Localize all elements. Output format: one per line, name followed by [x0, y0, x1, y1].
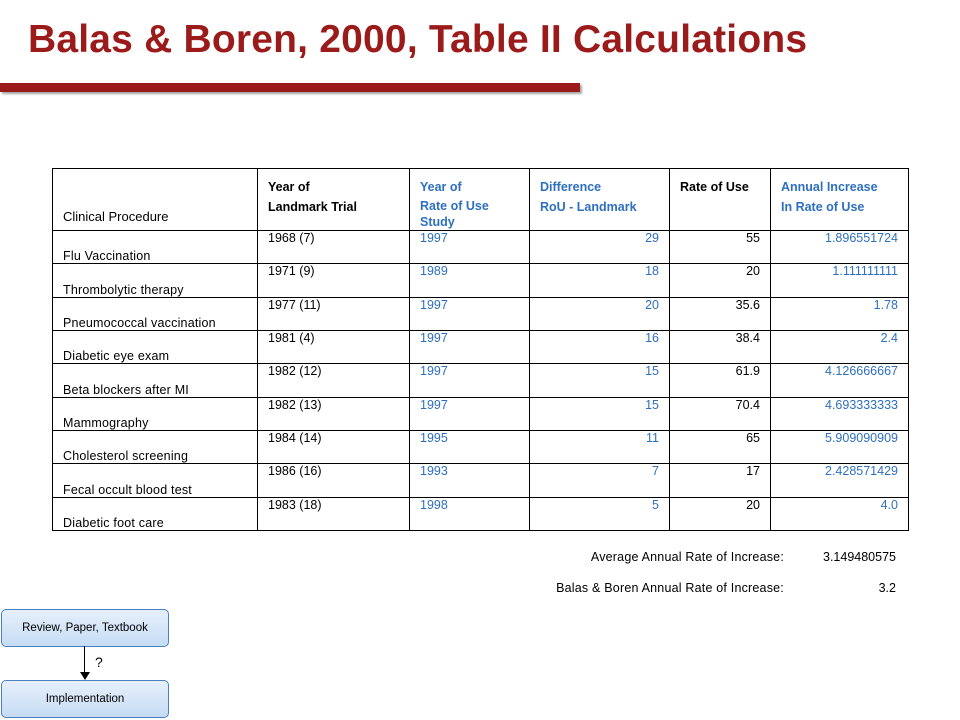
cell-landmark-year: 1984 (14) [258, 430, 410, 463]
header-rou-year-line: Year of [420, 180, 462, 194]
cell-rate: 70.4 [670, 397, 771, 430]
table-row [53, 464, 909, 497]
cell-procedure: Flu Vaccination [53, 231, 258, 264]
cell-annual-increase: 4.693333333 [771, 397, 909, 430]
cell-rou-year: 1997 [410, 364, 530, 397]
calculations-table [52, 168, 909, 531]
table-row [53, 430, 909, 463]
cell-landmark-year: 1982 (13) [258, 397, 410, 430]
table-row [53, 264, 909, 297]
cell-annual-increase: 1.78 [771, 297, 909, 330]
cell-annual-increase: 4.126666667 [771, 364, 909, 397]
header-landmark-line: Year of [268, 180, 310, 194]
header-procedure: Clinical Procedure [53, 169, 258, 231]
review-paper-textbook-box: Review, Paper, Textbook [1, 609, 169, 647]
cell-rou-year: 1998 [410, 497, 530, 530]
average-rate-value: 3.149480575 [823, 550, 896, 564]
header-annual [771, 169, 909, 231]
cell-rate: 20 [670, 497, 771, 530]
header-landmark-line: Landmark Trial [268, 200, 357, 214]
cell-difference: 18 [530, 264, 670, 297]
cell-procedure: Diabetic foot care [53, 497, 258, 530]
cell-rate: 35.6 [670, 297, 771, 330]
cell-rate: 38.4 [670, 330, 771, 363]
cell-rate: 20 [670, 264, 771, 297]
table-row [53, 397, 909, 430]
cell-procedure: Pneumococcal vaccination [53, 297, 258, 330]
cell-landmark-year: 1968 (7) [258, 231, 410, 264]
arrow-question-label: ? [95, 654, 103, 670]
cell-annual-increase: 2.4 [771, 330, 909, 363]
title-underline [0, 83, 580, 92]
cell-procedure: Diabetic eye exam [53, 330, 258, 363]
cell-landmark-year: 1971 (9) [258, 264, 410, 297]
header-difference-line: Difference [540, 180, 602, 194]
header-landmark [258, 169, 410, 231]
cell-procedure: Mammography [53, 397, 258, 430]
balas-rate-value: 3.2 [878, 581, 896, 595]
cell-difference: 11 [530, 430, 670, 463]
cell-rou-year: 1989 [410, 264, 530, 297]
cell-rou-year: 1993 [410, 464, 530, 497]
table-row [53, 231, 909, 264]
table-row [53, 330, 909, 363]
header-annual-line: In Rate of Use [781, 200, 865, 214]
implementation-box: Implementation [1, 680, 169, 718]
cell-rou-year: 1997 [410, 297, 530, 330]
cell-annual-increase: 1.896551724 [771, 231, 909, 264]
header-rate [670, 169, 771, 231]
cell-difference: 16 [530, 330, 670, 363]
table-row [53, 497, 909, 530]
cell-landmark-year: 1986 (16) [258, 464, 410, 497]
table-row [53, 364, 909, 397]
cell-annual-increase: 2.428571429 [771, 464, 909, 497]
cell-difference: 29 [530, 231, 670, 264]
table-row [53, 297, 909, 330]
cell-difference: 7 [530, 464, 670, 497]
cell-rou-year: 1995 [410, 430, 530, 463]
cell-rou-year: 1997 [410, 397, 530, 430]
cell-difference: 15 [530, 397, 670, 430]
cell-landmark-year: 1982 (12) [258, 364, 410, 397]
header-row [53, 169, 909, 231]
header-annual-line: Annual Increase [781, 180, 878, 194]
arrow-down-icon [80, 672, 90, 680]
header-rou-year-line: Rate of Use [420, 199, 489, 213]
cell-annual-increase: 5.909090909 [771, 430, 909, 463]
cell-annual-increase: 4.0 [771, 497, 909, 530]
cell-rou-year: 1997 [410, 231, 530, 264]
header-rou-year [410, 169, 530, 231]
cell-procedure: Cholesterol screening [53, 430, 258, 463]
arrow-shaft [84, 646, 85, 674]
header-difference [530, 169, 670, 231]
cell-difference: 15 [530, 364, 670, 397]
cell-landmark-year: 1977 (11) [258, 297, 410, 330]
cell-rou-year: 1997 [410, 330, 530, 363]
cell-difference: 20 [530, 297, 670, 330]
cell-rate: 55 [670, 231, 771, 264]
cell-landmark-year: 1983 (18) [258, 497, 410, 530]
header-rate-line: Rate of Use [680, 180, 749, 194]
cell-procedure: Thrombolytic therapy [53, 264, 258, 297]
header-difference-line: RoU - Landmark [540, 200, 637, 214]
balas-rate-label: Balas & Boren Annual Rate of Increase: [556, 581, 784, 595]
cell-rate: 65 [670, 430, 771, 463]
header-rou-year-line: Study [420, 215, 455, 229]
cell-rate: 17 [670, 464, 771, 497]
cell-landmark-year: 1981 (4) [258, 330, 410, 363]
cell-procedure: Beta blockers after MI [53, 364, 258, 397]
cell-rate: 61.9 [670, 364, 771, 397]
page-title: Balas & Boren, 2000, Table II Calculations [28, 18, 808, 61]
cell-procedure: Fecal occult blood test [53, 464, 258, 497]
cell-annual-increase: 1.111111111 [771, 264, 909, 297]
average-rate-label: Average Annual Rate of Increase: [590, 550, 784, 564]
cell-difference: 5 [530, 497, 670, 530]
